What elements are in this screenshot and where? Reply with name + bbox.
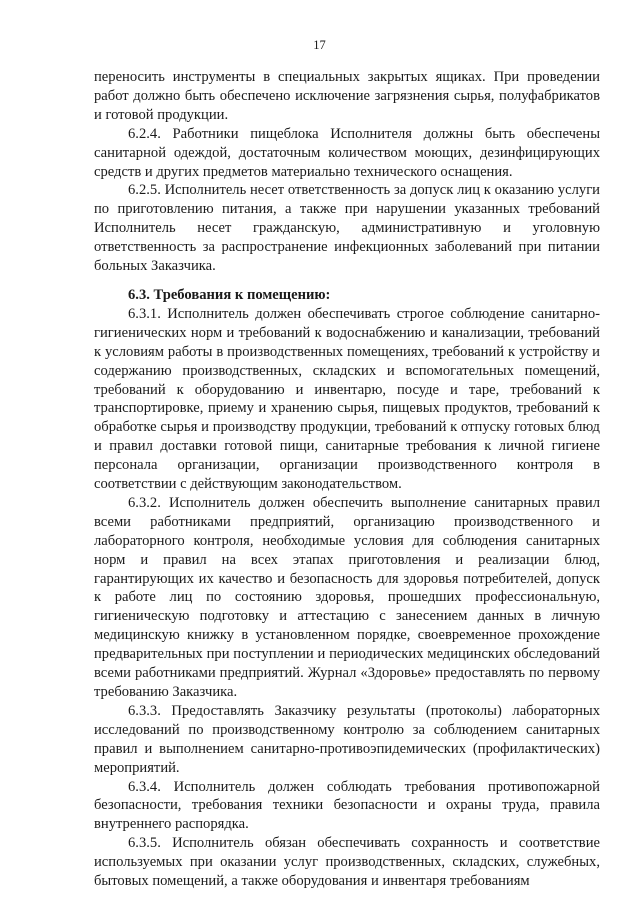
page-number: 17 [313,38,326,52]
paragraph-continuation: переносить инструменты в специальных закрытых ящиках. При проведении работ должно быть обеспечено исключение загрязнения сырья, полуфабрикатов и готовой продукции. [94,69,600,123]
document-body [94,68,600,891]
paragraph-6-3-3: 6.3.3. Предоставлять Заказчику результаты (протоколы) лабораторных исследований по производственному контролю за соблюдением санитарных правил и выполнением санитарно-противоэпидемических (профилактических) мероприятий. [94,702,600,776]
paragraph-6-3-1: 6.3.1. Исполнитель должен обеспечивать строгое соблюдение санитарно-гигиенических норм и требований к водоснабжению и канализации, требований к условиям работы в производственных помещениях, требований к устройству и содержанию производственных, складских и вспомогательных помещений, требований к оборудованию и инвентарю, посуде и таре, требований к транспортировке, приему и хранению сырья, пищевых продуктов, требований к обработке сырья и производству продукции, требований к отпуску готовых блюд и правил доставки готовой пищи, санитарные требования к личной гигиене персонала организации, организации производственного контроля в соответствии с действующим законодательством. [94,305,600,493]
section-heading-6-3: 6.3. Требования к помещению: [128,286,331,303]
paragraph-6-3-4: 6.3.4. Исполнитель должен соблюдать требования противопожарной безопасности, требования техники безопасности и охраны труда, правила внутреннего распорядка. [94,778,600,833]
paragraph-6-3-5: 6.3.5. Исполнитель обязан обеспечивать сохранность и соответствие используемых при оказании услуг производственных, складских, служебных, бытовых помещений, а также оборудования и инвентаря требованиям [94,835,600,890]
paragraph-6-2-5: 6.2.5. Исполнитель несет ответственность за допуск лиц к оказанию услуги по приготовлению питания, а также при нарушении указанных требований Исполнитель несет гражданскую, административную и уголовную ответственность за распространение инфекционных заболеваний при питании больных Заказчика. [94,182,600,275]
paragraph-6-2-4: 6.2.4. Работники пищеблока Исполнителя должны быть обеспечены санитарной одеждой, достаточным количеством моющих, дезинфицирующих средств и других предметов материально технического оснащения. [94,125,600,180]
paragraph-6-3-2: 6.3.2. Исполнитель должен обеспечить выполнение санитарных правил всеми работниками предприятий, организацию производственного и лабораторного контроля, необходимые условия для соблюдения санитарных норм и правил на всех этапах приготовления и реализации блюд, гарантирующих их качество и безопасность для здоровья потребителей, допуск к работе лиц по состоянию здоровья, прошедших профессиональную, гигиеническую подготовку и аттестацию с занесением данных в личную медицинскую книжку в установленном порядке, своевременное прохождение предварительных при поступлении и периодических медицинских обследований всеми работниками предприятий. Журнал «Здоровье» предоставлять по первому требованию Заказчика. [94,494,600,700]
